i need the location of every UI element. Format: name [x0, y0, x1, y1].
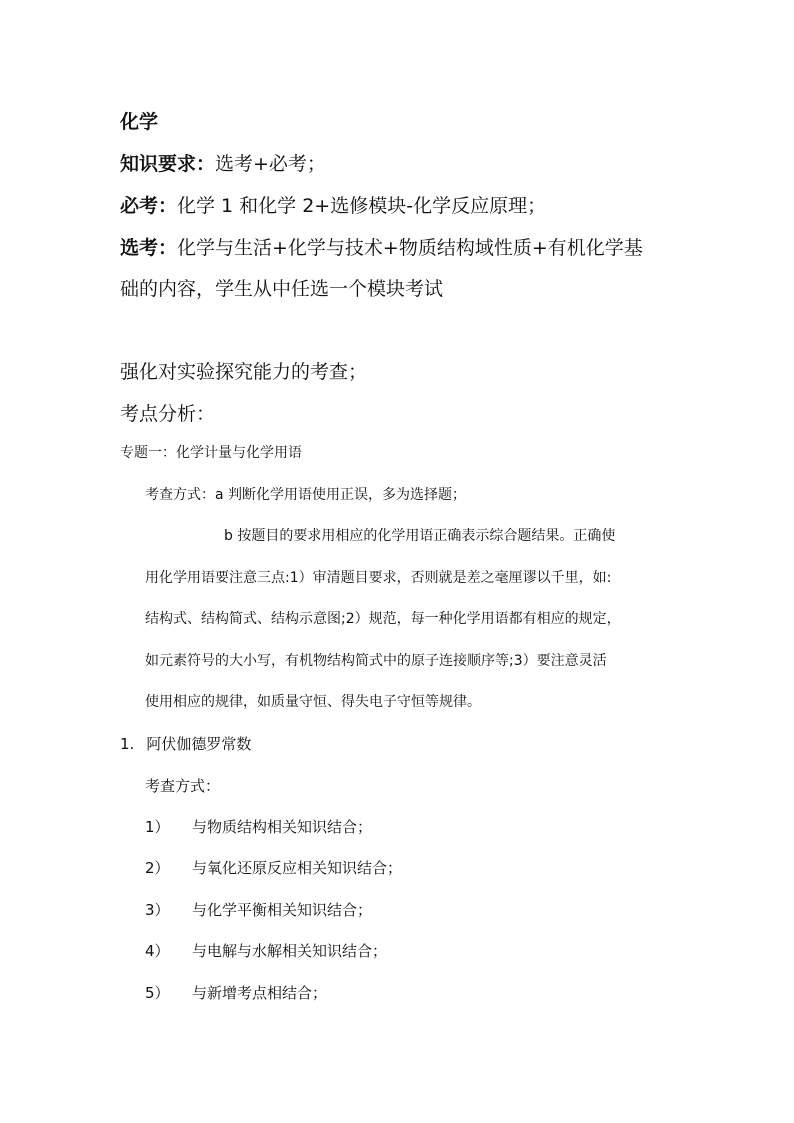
topic1-method-a: 考查方式：a 判断化学用语使用正误，多为选择题；	[145, 487, 467, 503]
list-item-number: 3）	[145, 901, 170, 919]
analysis-title: 考点分析：	[120, 403, 216, 425]
knowledge-requirement	[120, 149, 326, 176]
list-item-number: 5）	[145, 984, 170, 1002]
required-label: 必考：	[120, 195, 178, 217]
elective-text: 化学与生活+化学与技术+物质结构域性质+有机化学基	[177, 237, 643, 259]
topic1-method-b-line: 用化学用语要注意三点:1）审清题目要求，否则就是差之毫厘谬以千里，如:	[145, 570, 612, 586]
list-item-text: 与物质结构相关知识结合；	[192, 818, 373, 836]
list-item-text: 与氧化还原反应相关知识结合；	[192, 859, 403, 877]
topic1-method-b-line: 如元素符号的大小写，有机物结构简式中的原子连接顺序等;3）要注意灵活	[145, 653, 607, 669]
topic1-method-b-line: b 按题目的要求用相应的化学用语正确表示综合题结果。正确使	[224, 528, 616, 544]
topic1-method-b-line: 使用相应的规律，如质量守恒、得失电子守恒等规律。	[145, 694, 481, 710]
section1-method-label: 考查方式：	[145, 777, 221, 795]
list-item-number: 4）	[145, 942, 170, 960]
list-item	[145, 982, 327, 1003]
knowledge-text: 选考+必考；	[215, 153, 326, 175]
list-item	[145, 857, 402, 878]
elective-text-continued: 础的内容，学生从中任选一个模块考试	[120, 278, 444, 300]
elective-exam	[120, 233, 643, 260]
section1-heading	[120, 733, 251, 754]
list-item-text: 与新增考点相结合；	[192, 984, 328, 1002]
list-item-number: 2）	[145, 859, 170, 877]
topic1-method-b-line: 结构式、结构简式、结构示意图;2）规范，每一种化学用语都有相应的规定，	[145, 611, 621, 627]
list-item	[145, 816, 372, 837]
knowledge-label: 知识要求：	[120, 153, 216, 175]
section1-number: 1.	[120, 735, 135, 753]
list-item-text: 与化学平衡相关知识结合；	[192, 901, 373, 919]
doc-title: 化学	[120, 111, 159, 133]
topic1-title: 专题一：化学计量与化学用语	[120, 445, 302, 461]
elective-label: 选考：	[120, 237, 178, 259]
list-item	[145, 940, 387, 961]
emphasis-text: 强化对实验探究能力的考查；	[120, 361, 368, 383]
section1-title: 阿伏伽德罗常数	[146, 735, 252, 753]
list-item	[145, 899, 372, 920]
required-text: 化学 1 和化学 2+选修模块-化学反应原理；	[177, 195, 547, 217]
list-item-text: 与电解与水解相关知识结合；	[192, 942, 388, 960]
required-exam	[120, 191, 546, 218]
list-item-number: 1）	[145, 818, 170, 836]
